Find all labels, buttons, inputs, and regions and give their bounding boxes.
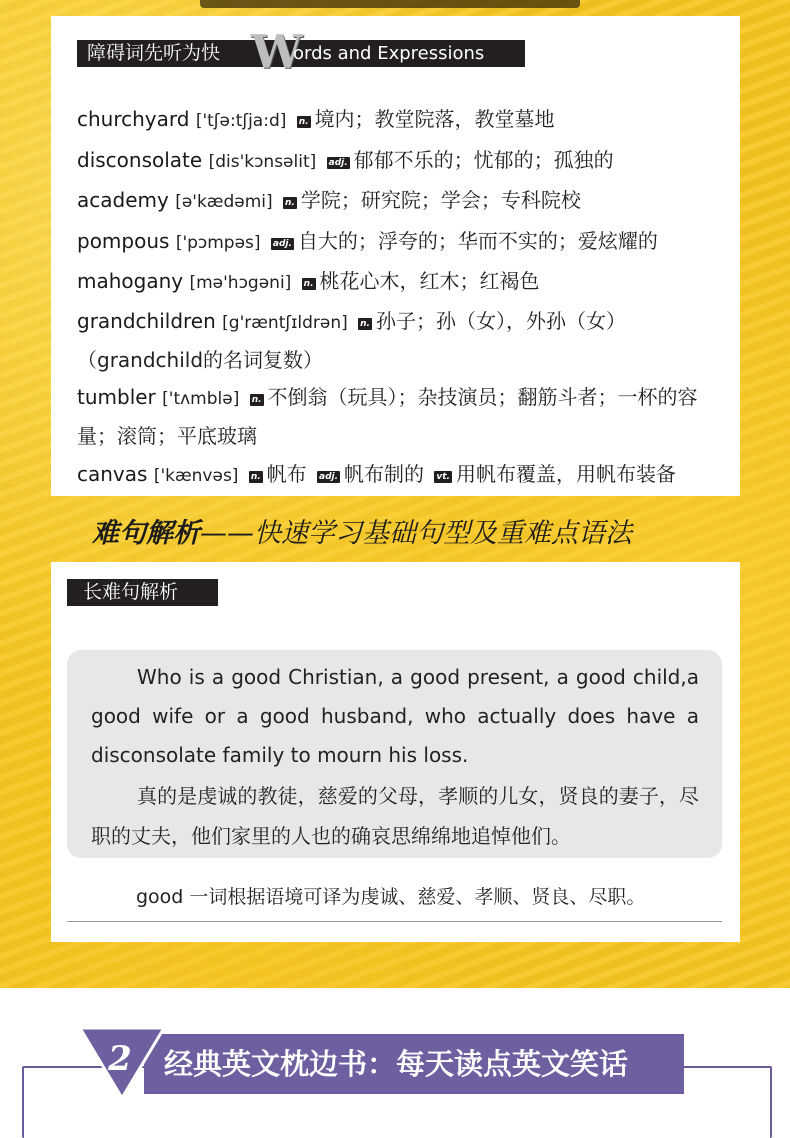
vocab-entry [77,303,727,379]
pos-badge: n. [285,198,295,208]
vocab-word: tumbler [77,384,156,409]
quote-english: Who is a good Christian, a good present, a good child,a good wife or a good husband, who actually does have a disconsolate family to mourn his loss. [91,665,699,767]
words-tag-cn: 障碍词先听为快 [87,42,221,64]
hard-sentence-tag-cn: 长难句解析 [83,581,179,603]
vocab-phonetic: [mə'hɔgəni] [189,273,292,293]
chapter-title: 经典英文枕边书：每天读点英文笑话 [164,1047,629,1081]
analysis-section-title [92,514,712,554]
pos-badge: vt. [436,471,450,482]
vocab-phonetic: ['kænvəs] [153,465,239,486]
pos-badge: n. [303,279,314,289]
words-tag-bar [77,25,525,79]
pos-badge: adj. [328,157,348,168]
vocabulary-list [77,100,727,495]
pos-badge: n. [298,117,309,127]
pos-badge: adj. [272,238,292,249]
vocab-entry [77,455,727,496]
vocab-meaning: 桃花心木，红木；红褐色 [319,269,540,293]
vocab-entry [77,222,727,263]
analysis-note: good 一词根据语境可译为虔诚、慈爱、孝顺、贤良、尽职。 [136,886,646,908]
vocab-word: disconsolate [77,147,203,172]
chapter-title-banner [144,1034,684,1094]
quote-chinese: 真的是虔诚的教徒，慈爱的父母，孝顺的儿女，贤良的妻子，尽职的丈夫，他们家里的人也的确哀思绵绵地追悼他们。 [91,784,699,848]
vocab-word: churchyard [77,107,190,131]
analysis-title-rest: ——快速学习基础句型及重难点语法 [200,518,632,549]
words-tag-en: ords and Expressions [293,43,485,64]
vocab-meaning: 不倒翁（玩具）；杂技演员；翻筋斗者；一杯的容量；滚筒；平底玻璃 [77,384,698,448]
vocab-word: pompous [77,228,170,253]
vocab-entry [77,379,727,455]
vocab-meaning: 自大的；浮夸的；华而不实的；爱炫耀的 [297,228,658,253]
vocab-entry [77,181,727,222]
vocab-meaning: 帆布 [266,461,307,486]
vocab-entry [77,262,727,303]
hard-sentence-tag-bar [67,579,218,606]
vocab-word: canvas [77,461,148,486]
vocab-phonetic: ['tʌmblə] [162,388,240,409]
vocab-entry [77,100,727,141]
vocab-meaning: 郁郁不乐的；忧郁的；孤独的 [353,147,614,172]
vocab-word: grandchildren [77,308,216,333]
vocab-phonetic: ['tʃə:tʃja:d] [195,111,287,131]
pos-badge: n. [251,394,262,405]
vocab-phonetic: [ə'kædəmi] [175,192,273,212]
chapter-number: 2 [108,1039,132,1079]
pos-badge: adj. [319,471,339,482]
pos-badge: n. [250,471,261,482]
vocab-phonetic: [dis'kɔnsəlit] [208,151,317,172]
vocab-meaning: 学院；研究院；学会；专科院校 [300,188,581,212]
vocab-meaning: 孙子；孙（女），外孙（女）（grandchild的名词复数） [77,308,626,372]
sentence-quote-box [67,650,722,858]
analysis-title-bold: 难句解析 [92,518,200,549]
pos-badge: n. [360,318,370,329]
vocab-word: mahogany [77,269,184,293]
vocab-entry [77,141,727,182]
vocab-phonetic: ['pɔmpəs] [175,232,261,253]
words-tag-big-w: W [251,25,303,79]
vocab-word: academy [77,188,169,212]
vocab-meaning: 用帆布覆盖，用帆布装备 [455,461,676,486]
top-cropped-heading-strip [200,0,580,8]
vocab-meaning: 境内；教堂院落，教堂墓地 [314,107,555,131]
vocab-phonetic: [g'ræntʃɪldrən] [222,312,348,333]
vocab-meaning: 帆布制的 [344,461,425,486]
chapter-number-badge [80,1022,164,1100]
note-divider [67,921,722,922]
